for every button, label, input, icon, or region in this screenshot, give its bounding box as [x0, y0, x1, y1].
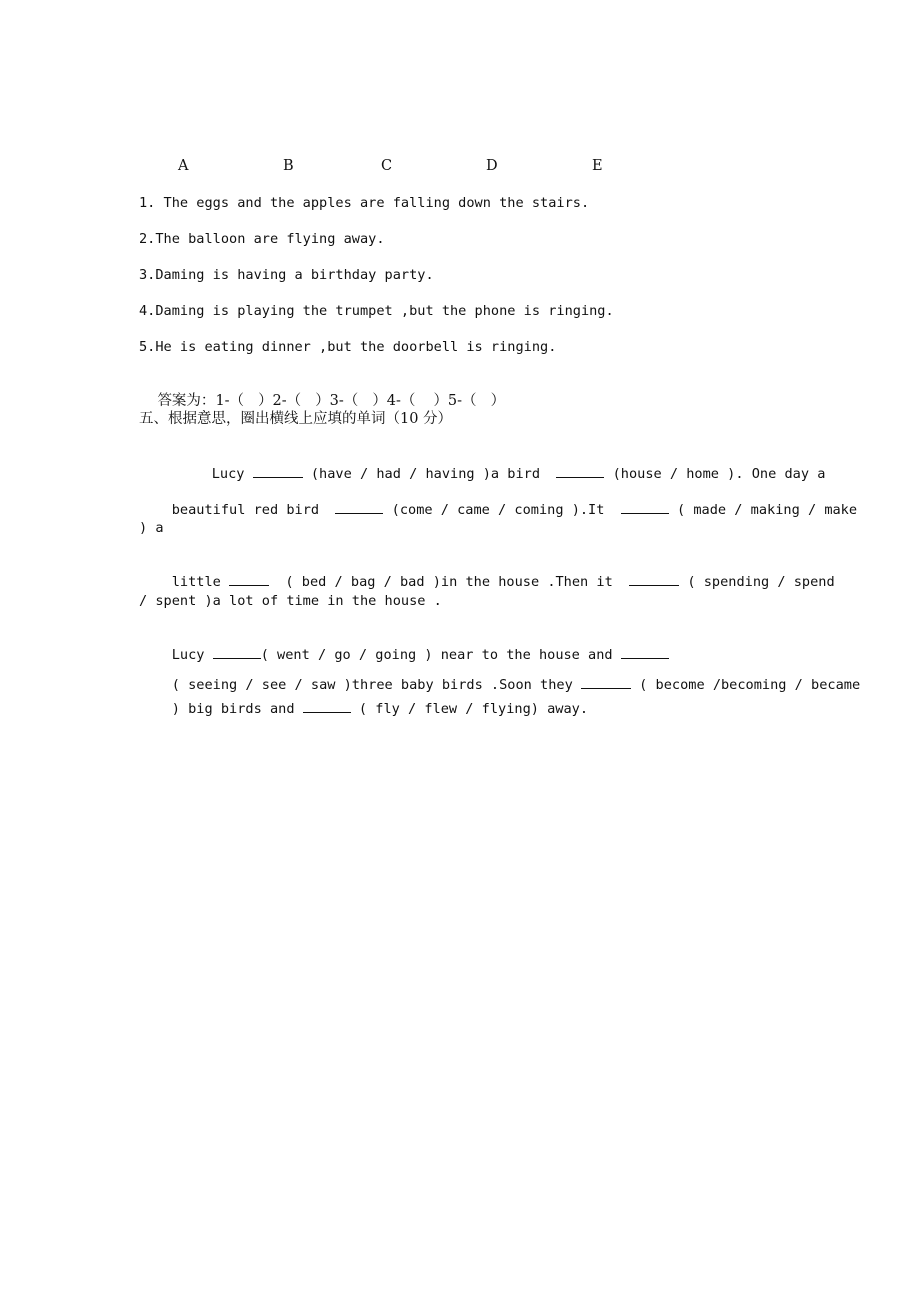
sentence-1: 1. The eggs and the apples are falling down the stairs. [139, 195, 590, 211]
passage-line-5: / spent )a lot of time in the house . [139, 593, 442, 609]
options-10: ( fly / flew / flying) away. [358, 701, 589, 717]
blank-6[interactable] [629, 573, 679, 586]
choice-letter-b: B [283, 158, 294, 174]
sentence-3: 3.Daming is having a birthday party. [139, 267, 434, 283]
passage-start-6: Lucy [171, 647, 205, 663]
blank-5[interactable] [229, 573, 269, 586]
choice-letter-d: D [486, 158, 498, 174]
options-1: (have / had / having )a bird [310, 466, 541, 482]
passage-line-3: ) a [139, 520, 164, 536]
answer-item-1: 1-（ [215, 393, 245, 409]
answer-item-close: ） [490, 393, 506, 409]
blank-4[interactable] [621, 501, 669, 514]
options-8: ( seeing / see / saw )three baby birds .Soon they [171, 677, 573, 693]
answer-item-2: ）2-（ [258, 393, 302, 409]
choice-letter-c: C [381, 158, 393, 174]
blank-3[interactable] [335, 501, 383, 514]
sentence-2: 2.The balloon are flying away. [139, 231, 385, 247]
passage-start-8: ) big birds and [171, 701, 295, 717]
passage-lucy: Lucy [211, 466, 245, 482]
answer-label: 答案为： [157, 393, 216, 409]
choice-letters-row [139, 157, 789, 175]
blank-2[interactable] [556, 465, 604, 478]
section-5-heading: 五、根据意思，圈出横线上应填的单词（10 分） [139, 411, 453, 427]
options-5: ( bed / bag / bad )in the house .Then it [285, 574, 613, 590]
passage-start-4: little [171, 574, 221, 590]
blank-10[interactable] [303, 700, 351, 713]
answer-item-5: ）5-（ [433, 393, 477, 409]
choice-letter-a: A [178, 158, 189, 174]
options-9: ( become /becoming / became [639, 677, 861, 693]
passage-line-8 [139, 682, 789, 736]
choice-letter-e: E [592, 158, 603, 174]
answer-item-3: ）3-（ [315, 393, 359, 409]
options-4: ( made / making / make [677, 502, 858, 518]
options-2: (house / home ). One day a [612, 466, 826, 482]
sentence-4: 4.Daming is playing the trumpet ,but the phone is ringing. [139, 303, 614, 319]
blank-1[interactable] [253, 465, 303, 478]
sentence-5: 5.He is eating dinner ,but the doorbell is ringing. [139, 339, 557, 355]
passage-start-2: beautiful red bird [171, 502, 320, 518]
options-6: ( spending / spend [687, 574, 835, 590]
options-3: (come / came / coming ).It [391, 502, 605, 518]
answer-item-4: ）4-（ [372, 393, 416, 409]
options-7: ( went / go / going ) near to the house and [260, 647, 613, 663]
